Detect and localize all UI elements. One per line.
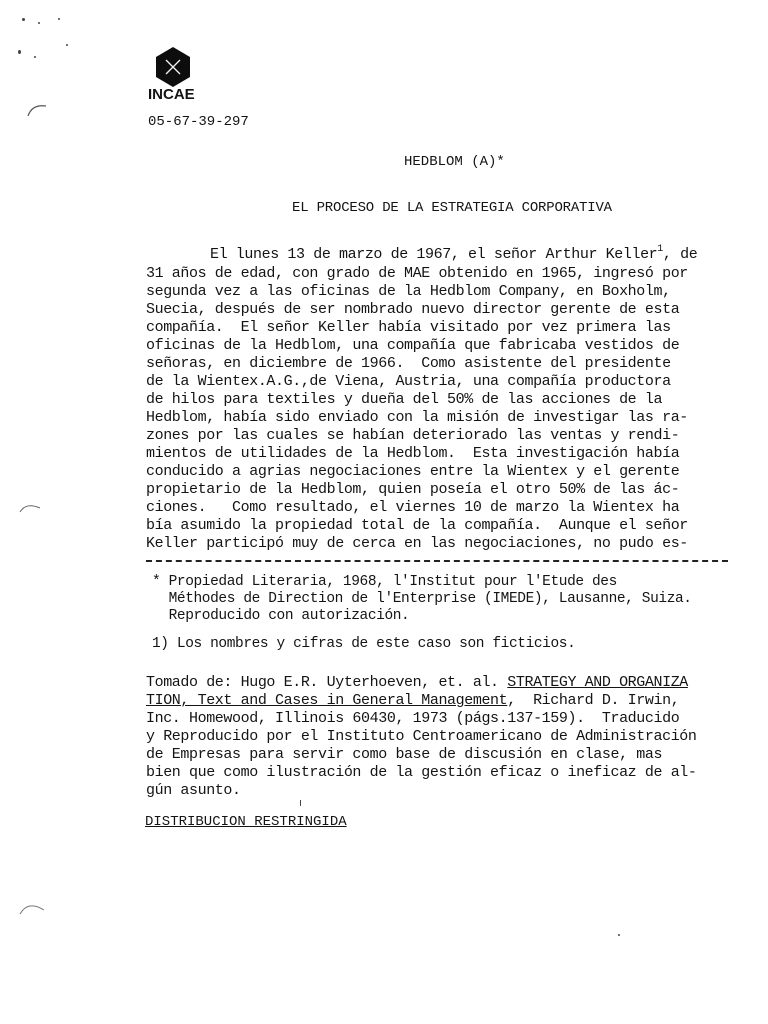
footnote-line: Reproducido con autorización. (152, 608, 410, 624)
scan-speck (618, 934, 620, 936)
document-code: 05-67-39-297 (148, 114, 249, 130)
footnote-note-1: 1) Los nombres y cifras de este caso son ficticios. (152, 636, 576, 652)
body-line: Suecia, después de ser nombrado nuevo director gerente de esta (146, 301, 680, 318)
book-title: STRATEGY AND ORGANIZA (507, 674, 688, 691)
source-line: de Empresas para servir como base de discusión en clase, mas (146, 746, 663, 763)
body-line: de la Wientex.A.G.,de Viena, Austria, una compañía productora (146, 373, 671, 390)
logo-text: INCAE (148, 86, 195, 103)
scan-speck (66, 44, 68, 46)
scan-speck (22, 18, 25, 21)
footnote-separator (146, 560, 728, 562)
incae-logo-icon (152, 46, 194, 88)
body-line: de hilos para textiles y dueña del 50% de las acciones de la (146, 391, 663, 408)
scan-speck (38, 22, 40, 24)
distribution-notice: DISTRIBUCION RESTRINGIDA (145, 814, 347, 830)
source-line: Inc. Homewood, Illinois 60430, 1973 (págs.137-159). Traducido (146, 710, 680, 727)
scan-speck (34, 56, 36, 58)
scan-mark (26, 100, 50, 120)
document-title: HEDBLOM (A)* (404, 154, 505, 170)
footnote-line: Méthodes de Direction de l'Enterprise (IMEDE), Lausanne, Suiza. (152, 591, 692, 607)
body-line: zones por las cuales se habían deteriorado las ventas y rendi- (146, 427, 680, 444)
footnote-marker: 1 (657, 244, 663, 255)
source-line: y Reproducido por el Instituto Centroamericano de Administración (146, 728, 697, 745)
document-subtitle: EL PROCESO DE LA ESTRATEGIA CORPORATIVA (292, 200, 612, 216)
footnote-line: * Propiedad Literaria, 1968, l'Institut pour l'Etude des (152, 574, 617, 590)
body-line: propietario de la Hedblom, quien poseía el otro 50% de las ác- (146, 481, 680, 498)
source-line: TION, Text and Cases in General Management, Richard D. Irwin, (146, 692, 680, 709)
body-line: Hedblom, había sido enviado con la misión de investigar las ra- (146, 409, 688, 426)
body-line: conducido a agrias negociaciones entre la Wientex y el gerente (146, 463, 680, 480)
scan-mark (18, 500, 44, 516)
source-line: bien que como ilustración de la gestión eficaz o ineficaz de al- (146, 764, 697, 781)
body-line: compañía. El señor Keller había visitado por vez primera las (146, 319, 671, 336)
body-line: Keller participó muy de cerca en las negociaciones, no pudo es- (146, 535, 688, 552)
body-line: señoras, en diciembre de 1966. Como asistente del presidente (146, 355, 671, 372)
book-title: TION, Text and Cases in General Management (146, 692, 508, 709)
source-line: gún asunto. (146, 782, 241, 799)
body-line: mientos de utilidades de la Hedblom. Esta investigación había (146, 445, 680, 462)
source-line: Tomado de: Hugo E.R. Uyterhoeven, et. al. STRATEGY AND ORGANIZA (146, 674, 688, 691)
body-line: segunda vez a las oficinas de la Hedblom Company, en Boxholm, (146, 283, 671, 300)
body-line: 31 años de edad, con grado de MAE obtenido en 1965, ingresó por (146, 265, 688, 282)
body-line: bía asumido la propiedad total de la compañía. Aunque el señor (146, 517, 688, 534)
scan-speck (18, 50, 21, 54)
body-line: ciones. Como resultado, el viernes 10 de marzo la Wientex ha (146, 499, 680, 516)
scan-mark (18, 898, 48, 918)
scan-speck (300, 800, 301, 806)
body-line: El lunes 13 de marzo de 1967, el señor Arthur Keller$^1$, de (210, 244, 698, 263)
body-line: oficinas de la Hedblom, una compañía que fabricaba vestidos de (146, 337, 680, 354)
scan-speck (58, 18, 60, 20)
